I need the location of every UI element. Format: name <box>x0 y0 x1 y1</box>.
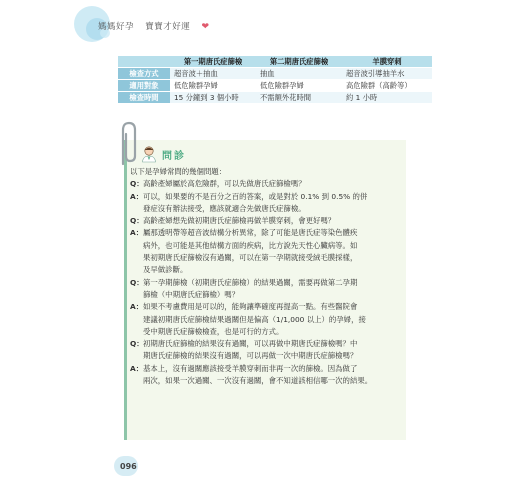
qa-line <box>130 264 402 276</box>
qa-line-tag: Q： <box>130 339 144 349</box>
header-subtitle: 寶寶才好運 <box>145 22 191 32</box>
qa-line <box>130 301 402 313</box>
table-row-header: 適用對象 <box>118 80 170 92</box>
qa-line <box>130 350 402 362</box>
table-cell: 超音波引導抽羊水 <box>342 68 432 80</box>
qa-line-text: 及早做診斷。 <box>143 265 188 275</box>
qa-line-tag: A： <box>130 191 144 201</box>
qa-line-tag: Q： <box>130 179 144 189</box>
qa-lines <box>130 178 402 387</box>
table-cell: 高危險群（高齡等） <box>342 80 432 92</box>
table-cell: 不需額外花時間 <box>256 92 342 104</box>
qa-intro: 以下是孕婦常問的幾個問題： <box>130 167 227 176</box>
qa-line-tag <box>130 326 143 338</box>
header-series: 媽媽好孕 <box>98 22 135 32</box>
card-title-wrap <box>140 145 186 163</box>
qa-line <box>130 227 402 239</box>
heart-icon: ❤ <box>201 22 210 32</box>
qa-line <box>130 191 402 203</box>
table-row <box>118 68 432 80</box>
qa-line <box>130 203 402 215</box>
qa-line-text: 基本上，沒有過關應該接受羊膜穿刺而非再一次的篩檢。因為做了 <box>143 363 358 373</box>
card-title: 問診 <box>162 150 186 162</box>
qa-line <box>130 252 402 264</box>
qa-line-tag <box>130 252 143 264</box>
page-number: 096 <box>120 462 137 471</box>
qa-line <box>130 338 402 350</box>
qa-line-tag <box>130 240 143 252</box>
qa-line <box>130 240 402 252</box>
qa-line-text: 兩次，如果一次過關、一次沒有過關，會不知道該相信哪一次的結果。 <box>143 376 373 386</box>
qa-line-text: 屬那透明帶等超音波結構分析異常，除了可能是唐氏症等染色體疾 <box>143 228 358 238</box>
qa-line <box>130 375 402 387</box>
table-row-header: 檢查時間 <box>118 92 170 104</box>
qa-line-text: 期唐氏症篩檢的結果沒有過關，可以再做一次中期唐氏症篩檢嗎？ <box>143 351 358 361</box>
qa-line <box>130 326 402 338</box>
qa-line <box>130 178 402 190</box>
qa-line-tag <box>130 264 143 276</box>
qa-list <box>130 166 402 387</box>
qa-line-text: 高齡產婦想先做初期唐氏症篩檢再做羊膜穿刺，會更好嗎？ <box>143 216 336 226</box>
table-cell: 抽血 <box>256 68 342 80</box>
qa-line-tag: A： <box>130 228 144 238</box>
qa-line-text: 病外，也可能是其他結構方面的疾病，比方說先天性心臟病等。如 <box>143 240 358 250</box>
qa-line-tag: Q： <box>130 216 144 226</box>
running-header <box>98 20 217 32</box>
table-cell: 低危險群孕婦 <box>170 80 256 92</box>
table-header-cell: 羊膜穿刺 <box>342 56 432 68</box>
qa-line-tag <box>130 314 143 326</box>
qa-line <box>130 314 402 326</box>
table-cell: 超音波＋抽血 <box>170 68 256 80</box>
qa-line <box>130 215 402 227</box>
qa-line-text: 高齡產婦屬於高危險群，可以先做唐氏症篩檢嗎？ <box>143 179 306 189</box>
qa-line-text: 發症沒有辦法接受，應該就適合先做唐氏症篩檢。 <box>143 203 306 213</box>
table-row <box>118 80 432 92</box>
qa-line-tag <box>130 203 143 215</box>
qa-line-text: 受中期唐氏症篩檢檢查，也是可行的方式。 <box>143 326 284 336</box>
table-cell: 15 分鐘到 3 個小時 <box>170 92 256 104</box>
qa-line-text: 第一孕期篩檢（初期唐氏症篩檢）的結果過關，需要再做第二孕期 <box>143 277 358 287</box>
table-cell: 約 1 小時 <box>342 92 432 104</box>
qa-line-text: 可以，如果要的不是百分之百的答案，或是對於 0.1% 到 0.5% 的併 <box>143 191 368 201</box>
comparison-table <box>118 56 432 104</box>
qa-line-text: 建議初期唐氏症篩檢結果過關但是偏高（1/1,000 以上）的孕婦，接 <box>143 314 366 324</box>
qa-line-tag: A： <box>130 302 144 312</box>
table-row <box>118 92 432 104</box>
paperclip-icon <box>114 120 140 168</box>
qa-line-text: 如果不考慮費用是可以的，能夠讓準確度再提高一點。有些醫院會 <box>143 302 358 312</box>
table-header-row <box>118 56 432 68</box>
doctor-icon <box>140 145 158 163</box>
table-cell: 低危險群孕婦 <box>256 80 342 92</box>
qa-line <box>130 289 402 301</box>
table-header-cell: 第一期唐氏症篩檢 <box>170 56 256 68</box>
table-row-header: 檢查方式 <box>118 68 170 80</box>
qa-line-tag <box>130 350 143 362</box>
qa-line <box>130 363 402 375</box>
table-header-cell: 第二期唐氏症篩檢 <box>256 56 342 68</box>
qa-line-text: 果初期唐氏症篩檢沒有過關，可以在第一孕期就接受絨毛膜採樣， <box>143 253 358 263</box>
qa-line-tag: A： <box>130 363 144 373</box>
qa-line-tag: Q： <box>130 277 144 287</box>
qa-line-tag <box>130 289 143 301</box>
qa-line-tag <box>130 375 143 387</box>
table-header-cell <box>118 56 170 68</box>
qa-line-text: 篩檢（中期唐氏症篩檢）嗎？ <box>143 289 240 299</box>
qa-line <box>130 277 402 289</box>
qa-line-text: 初期唐氏症篩檢的結果沒有過關，可以再做中期唐氏症篩檢嗎？中 <box>143 339 358 349</box>
